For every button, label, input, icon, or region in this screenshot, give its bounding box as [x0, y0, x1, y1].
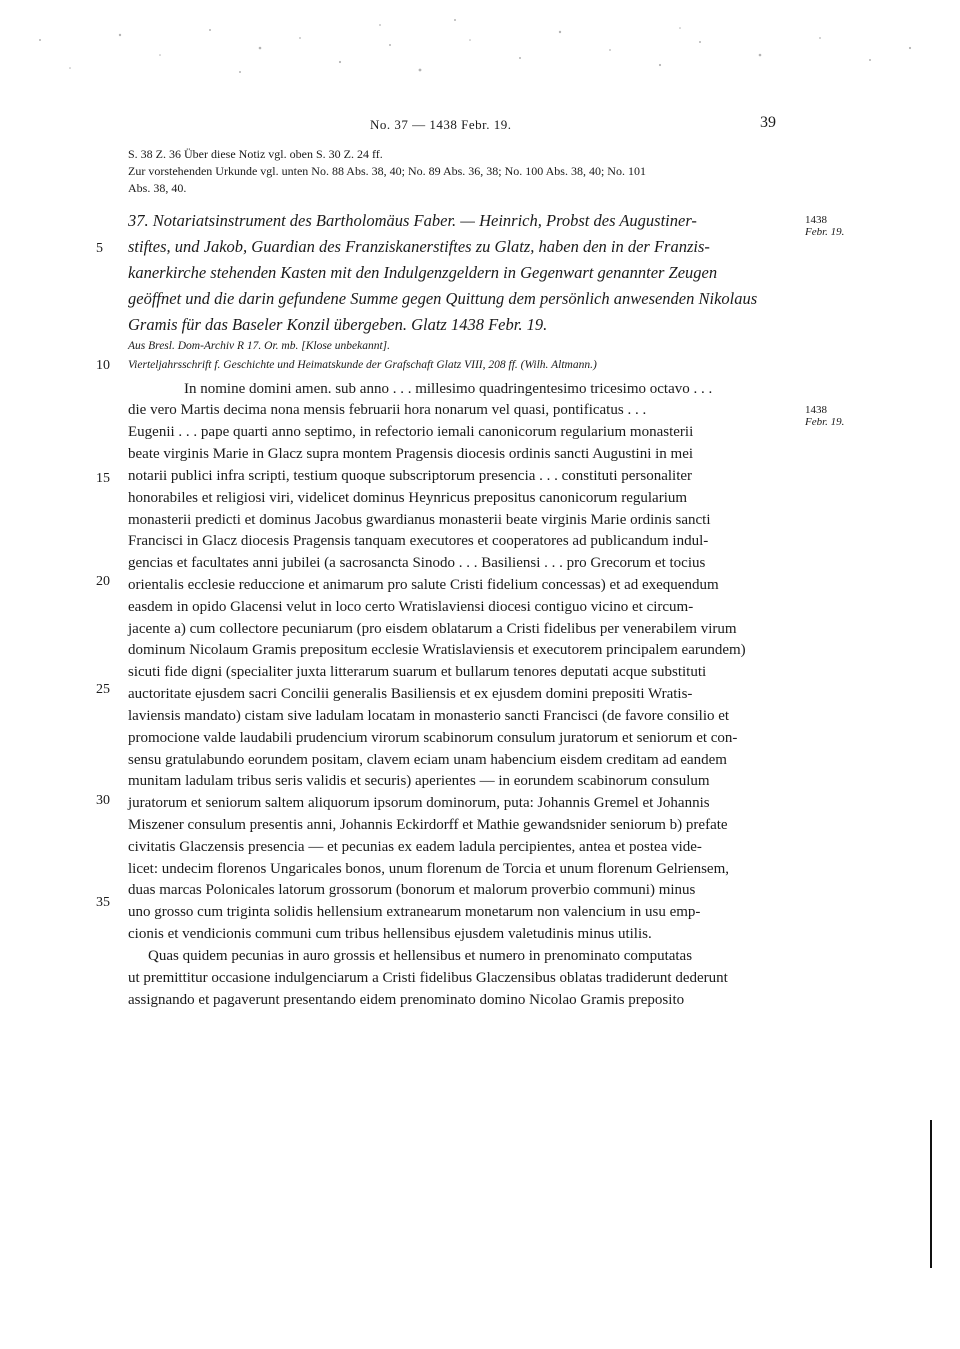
body-line: die vero Martis decima nona mensis februarii hora nonarum vel quasi, pontificatus . . . [128, 402, 647, 418]
body-line: jacente a) cum collectore pecuniarum (pro eisdem oblatarum a Cristi fidelibus per venerabilem virum [128, 621, 737, 637]
editorial-notes [128, 146, 778, 197]
body-line: promocione valde laudabili prudencium virorum scabinorum consulum juratorum et seniorum et con- [128, 730, 738, 746]
summary-line: kanerkirche stehenden Kasten mit den Indulgenzgeldern in Gegenwart genannter Zeugen [128, 263, 718, 282]
body-line: Francisci in Glacz diocesis Pragensis tanquam executores et cooperatores ad publicandum indul- [128, 533, 709, 549]
running-head: No. 37 — 1438 Febr. 19. [370, 117, 512, 132]
body-line: laviensis mandato) cistam sive ladulam locatam in monasterio sancti Francisci (de favore consilio et [128, 708, 730, 724]
note-line: Zur vorstehenden Urkunde vgl. unten No. 88 Abs. 38, 40; No. 89 Abs. 36, 38; No. 100 Abs. 38, 40; No. 101 [128, 164, 646, 178]
body-line: honorabiles et religiosi viri, videlicet dominus Heynricus prepositus canonicorum regularium [128, 490, 688, 506]
body-line: licet: undecim florenos Ungaricales bonos, unum florenum de Torcia et unum florenum Gelriensem, [128, 861, 730, 877]
body-line: dominum Nicolaum Gramis prepositum ecclesie Wratislaviensis et executorem principalem earundem) [128, 642, 746, 658]
page-number: 39 [760, 114, 776, 131]
body-line: civitatis Glaczensis presencia — et pecunias ex eadem ladula percipientes, antea et postea vide- [128, 839, 702, 855]
body-line: Eugenii . . . pape quarti anno septimo, in refectorio iemali canonicorum regularium monasterii [128, 424, 694, 440]
body-line: In nomine domini amen. sub anno . . . millesimo quadringentesimo tricesimo octavo . . . [184, 381, 713, 397]
scan-edge-mark [930, 1120, 932, 1268]
body-line: notarii publici infra scripti, testium quoque subscriptorum presencia . . . constituti personaliter [128, 468, 693, 484]
body-line: Miszener consulum presentis anni, Johannis Eckirdorff et Mathie gewandsnider seniorum b) prefate [128, 817, 728, 833]
body-line: munitam ladulam tribus seris validis et securis) aperientes — in eorundem scabinorum consulum [128, 773, 710, 789]
margin-year: 1438 [805, 214, 827, 226]
line-number: 30 [96, 793, 110, 808]
body-line: Quas quidem pecunias in auro grossis et hellensibus et numero in prenominato computatas [148, 948, 693, 964]
body-line: cionis et vendicionis communi cum tribus hellensibus ejusdem valetudinis minus utilis. [128, 926, 652, 942]
line-number: 10 [96, 358, 110, 373]
source-citation: Aus Bresl. Dom-Archiv R 17. Or. mb. [Klose unbekannt]. [128, 340, 391, 352]
margin-date [805, 404, 844, 428]
line-number: 20 [96, 574, 110, 589]
margin-date [805, 214, 844, 238]
summary-line: Gramis für das Baseler Konzil übergeben. Glatz 1438 Febr. 19. [128, 315, 548, 334]
body-line: gencias et facultates anni jubilei (a sacrosancta Sinodo . . . Basiliensi . . . pro Grecorum et tocius [128, 555, 706, 571]
body-line: ut premittitur occasione indulgenciarum a Cristi fidelibus Glaczensibus oblatas tradiderunt dederunt [128, 970, 728, 986]
body-line: uno grosso cum triginta solidis hellensium extranearum monetarum non valencium in usu emp- [128, 904, 701, 920]
body-line: sicuti fide digni (specialiter juxta litterarum suarum et bullarum tenores deputati acque substituti [128, 664, 707, 680]
margin-year: 1438 [805, 404, 827, 416]
line-number: 35 [96, 895, 110, 910]
source-citation: Vierteljahrsschrift f. Geschichte und Heimatskunde der Grafschaft Glatz VIII, 208 ff. (Wilh. Altmann.) [128, 359, 597, 371]
note-line: Abs. 38, 40. [128, 181, 187, 195]
body-line: juratorum et seniorum saltem aliquorum ipsorum dominorum, puta: Johannis Gremel et Johannis [128, 795, 710, 811]
line-number: 15 [96, 471, 110, 486]
summary-line: geöffnet und die darin gefundene Summe gegen Quittung dem persönlich anwesenden Nikolaus [128, 289, 758, 308]
line-number: 25 [96, 682, 110, 697]
line-number: 5 [96, 241, 103, 256]
body-line: duas marcas Polonicales latorum grossorum (bonorum et malorum proverbio communi) minus [128, 882, 696, 898]
body-line: assignando et pagaverunt presentando eidem prenominato domino Nicolao Gramis preposito [128, 992, 685, 1008]
summary-line: stiftes, und Jakob, Guardian des Franziskanerstiftes zu Glatz, haben den in der Franzis- [128, 237, 710, 256]
margin-day: Febr. 19. [805, 226, 845, 238]
scan-noise [0, 0, 960, 90]
body-line: auctoritate ejusdem sacri Concilii generalis Basiliensis et ex ejusdem domini prepositi Wratis- [128, 686, 693, 702]
body-line: sensu gratulabundo eorundem positam, clavem eciam unam habencium eisdem creditam ad eandem [128, 752, 727, 768]
body-line: orientalis ecclesie reduccione et animarum pro salute Cristi fidelium concessas) et ad exequendum [128, 577, 719, 593]
note-line: S. 38 Z. 36 Über diese Notiz vgl. oben S. 30 Z. 24 ff. [128, 147, 383, 161]
body-line: beate virginis Marie in Glacz supra montem Pragensis diocesis ordinis sancti Augustini in mei [128, 446, 694, 462]
body-line: monasterii predicti et dominus Jacobus gwardianus monasterii beate virginis Marie ordinis sancti [128, 512, 711, 528]
margin-day: Febr. 19. [805, 416, 845, 428]
body-line: easdem in opido Glacensi velut in loco certo Wratislaviensi diocesi contiguo vicino et circum- [128, 599, 694, 615]
summary-line: 37. Notariatsinstrument des Bartholomäus Faber. — Heinrich, Probst des Augustiner- [128, 211, 697, 230]
